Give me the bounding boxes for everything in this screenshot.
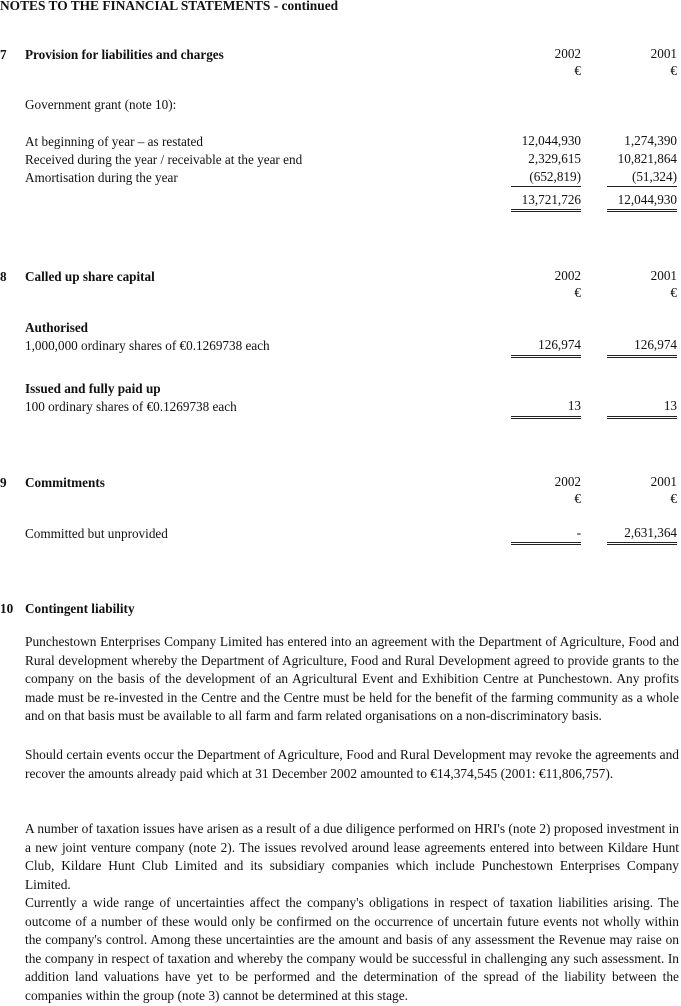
note-title: Commitments	[25, 475, 105, 490]
currency-header: €	[670, 285, 677, 300]
page-title: NOTES TO THE FINANCIAL STATEMENTS - continued	[0, 0, 339, 13]
row-label: Committed but unprovided	[25, 526, 168, 541]
currency-header: €	[574, 491, 581, 506]
year-header-2002: 2002	[554, 268, 581, 283]
total-double-rule	[511, 355, 581, 360]
note-number: 8	[0, 269, 7, 284]
row-label: 1,000,000 ordinary shares of €0.1269738 each	[25, 338, 270, 353]
value-2002: 13	[567, 398, 581, 413]
year-header-2001: 2001	[650, 46, 677, 61]
total-double-rule	[511, 209, 581, 214]
value-2002: (652,819)	[529, 169, 581, 184]
note-number: 7	[0, 47, 7, 62]
value-2001: 13	[663, 398, 677, 413]
total-double-rule	[607, 416, 677, 421]
authorised-heading: Authorised	[25, 320, 89, 335]
year-header-2002: 2002	[554, 46, 581, 61]
total-double-rule	[511, 542, 581, 547]
value-2002: 2,329,615	[528, 151, 581, 166]
paragraph: A number of taxation issues have arisen as a result of a due diligence performed on HRI's (note 2) proposed investment in a new joint venture company (note 2). The issues revolved around lease agreements entered into between Kildare Hunt Club, Kildare Hunt Club Limited and its subsidiary companies which include Punchestown Enterprises Company Limited.	[25, 821, 679, 892]
currency-header: €	[574, 285, 581, 300]
currency-header: €	[670, 63, 677, 78]
year-header-2001: 2001	[650, 268, 677, 283]
subtotal-rule	[607, 186, 677, 187]
total-double-rule	[607, 355, 677, 360]
row-label: Received during the year / receivable at the year end	[25, 152, 303, 167]
value-2002: 12,044,930	[521, 133, 581, 148]
row-label: Amortisation during the year	[25, 170, 178, 185]
total-2002: 13,721,726	[521, 192, 581, 207]
total-double-rule	[607, 542, 677, 547]
row-label: At beginning of year – as restated	[25, 134, 203, 149]
total-2001: 12,044,930	[617, 192, 677, 207]
year-header-2001: 2001	[650, 474, 677, 489]
subheading: Government grant (note 10):	[25, 97, 177, 112]
value-2001: 2,631,364	[624, 525, 677, 540]
currency-header: €	[574, 63, 581, 78]
paragraph: Should certain events occur the Department of Agriculture, Food and Rural Development may revoke the agreements and recover the amounts already paid which at 31 December 2002 amounted to €14,374,545 (2001: €11,806,757).	[25, 747, 679, 781]
value-2001: 126,974	[634, 337, 677, 352]
paragraph: Currently a wide range of uncertainties affect the company's obligations in respect of taxation liabilities arising. The outcome of a number of these would only be confirmed on the occurrence of uncertain future events not wholly within the company's control. Among these uncertainties are the amount and basis of any assessment the Revenue may raise on the company in respect of taxation and whereby the company would be successful in challenging any such assessment. In addition land valuations have yet to be performed and the determination of the spread of the liability between the companies within the group (note 3) cannot be determined at this stage.	[25, 895, 679, 1003]
value-2002: -	[576, 525, 581, 540]
note-title: Contingent liability	[25, 601, 135, 616]
subtotal-rule	[511, 186, 581, 187]
note-number: 9	[0, 475, 7, 490]
note-number: 10	[0, 601, 14, 616]
note-title: Called up share capital	[25, 269, 155, 284]
row-label: 100 ordinary shares of €0.1269738 each	[25, 399, 237, 414]
issued-heading: Issued and fully paid up	[25, 381, 161, 396]
value-2001: (51,324)	[631, 169, 677, 184]
value-2001: 1,274,390	[624, 133, 677, 148]
currency-header: €	[670, 491, 677, 506]
note-title: Provision for liabilities and charges	[25, 47, 224, 62]
value-2001: 10,821,864	[617, 151, 677, 166]
value-2002: 126,974	[538, 337, 581, 352]
year-header-2002: 2002	[554, 474, 581, 489]
total-double-rule	[511, 416, 581, 421]
paragraph: Punchestown Enterprises Company Limited has entered into an agreement with the Department of Agriculture, Food and Rural development whereby the Department of Agriculture, Food and Rural Development agreed to provide grants to the company on the basis of the development of an Agricultural Event and Exhibition Centre at Punchestown. Any profits made must be re-invested in the Centre and the Centre must be held for the benefit of the farming community as a whole and on that basis must be available to all farm and farm related organisations on a non-discriminatory basis.	[25, 634, 679, 724]
total-double-rule	[607, 209, 677, 214]
